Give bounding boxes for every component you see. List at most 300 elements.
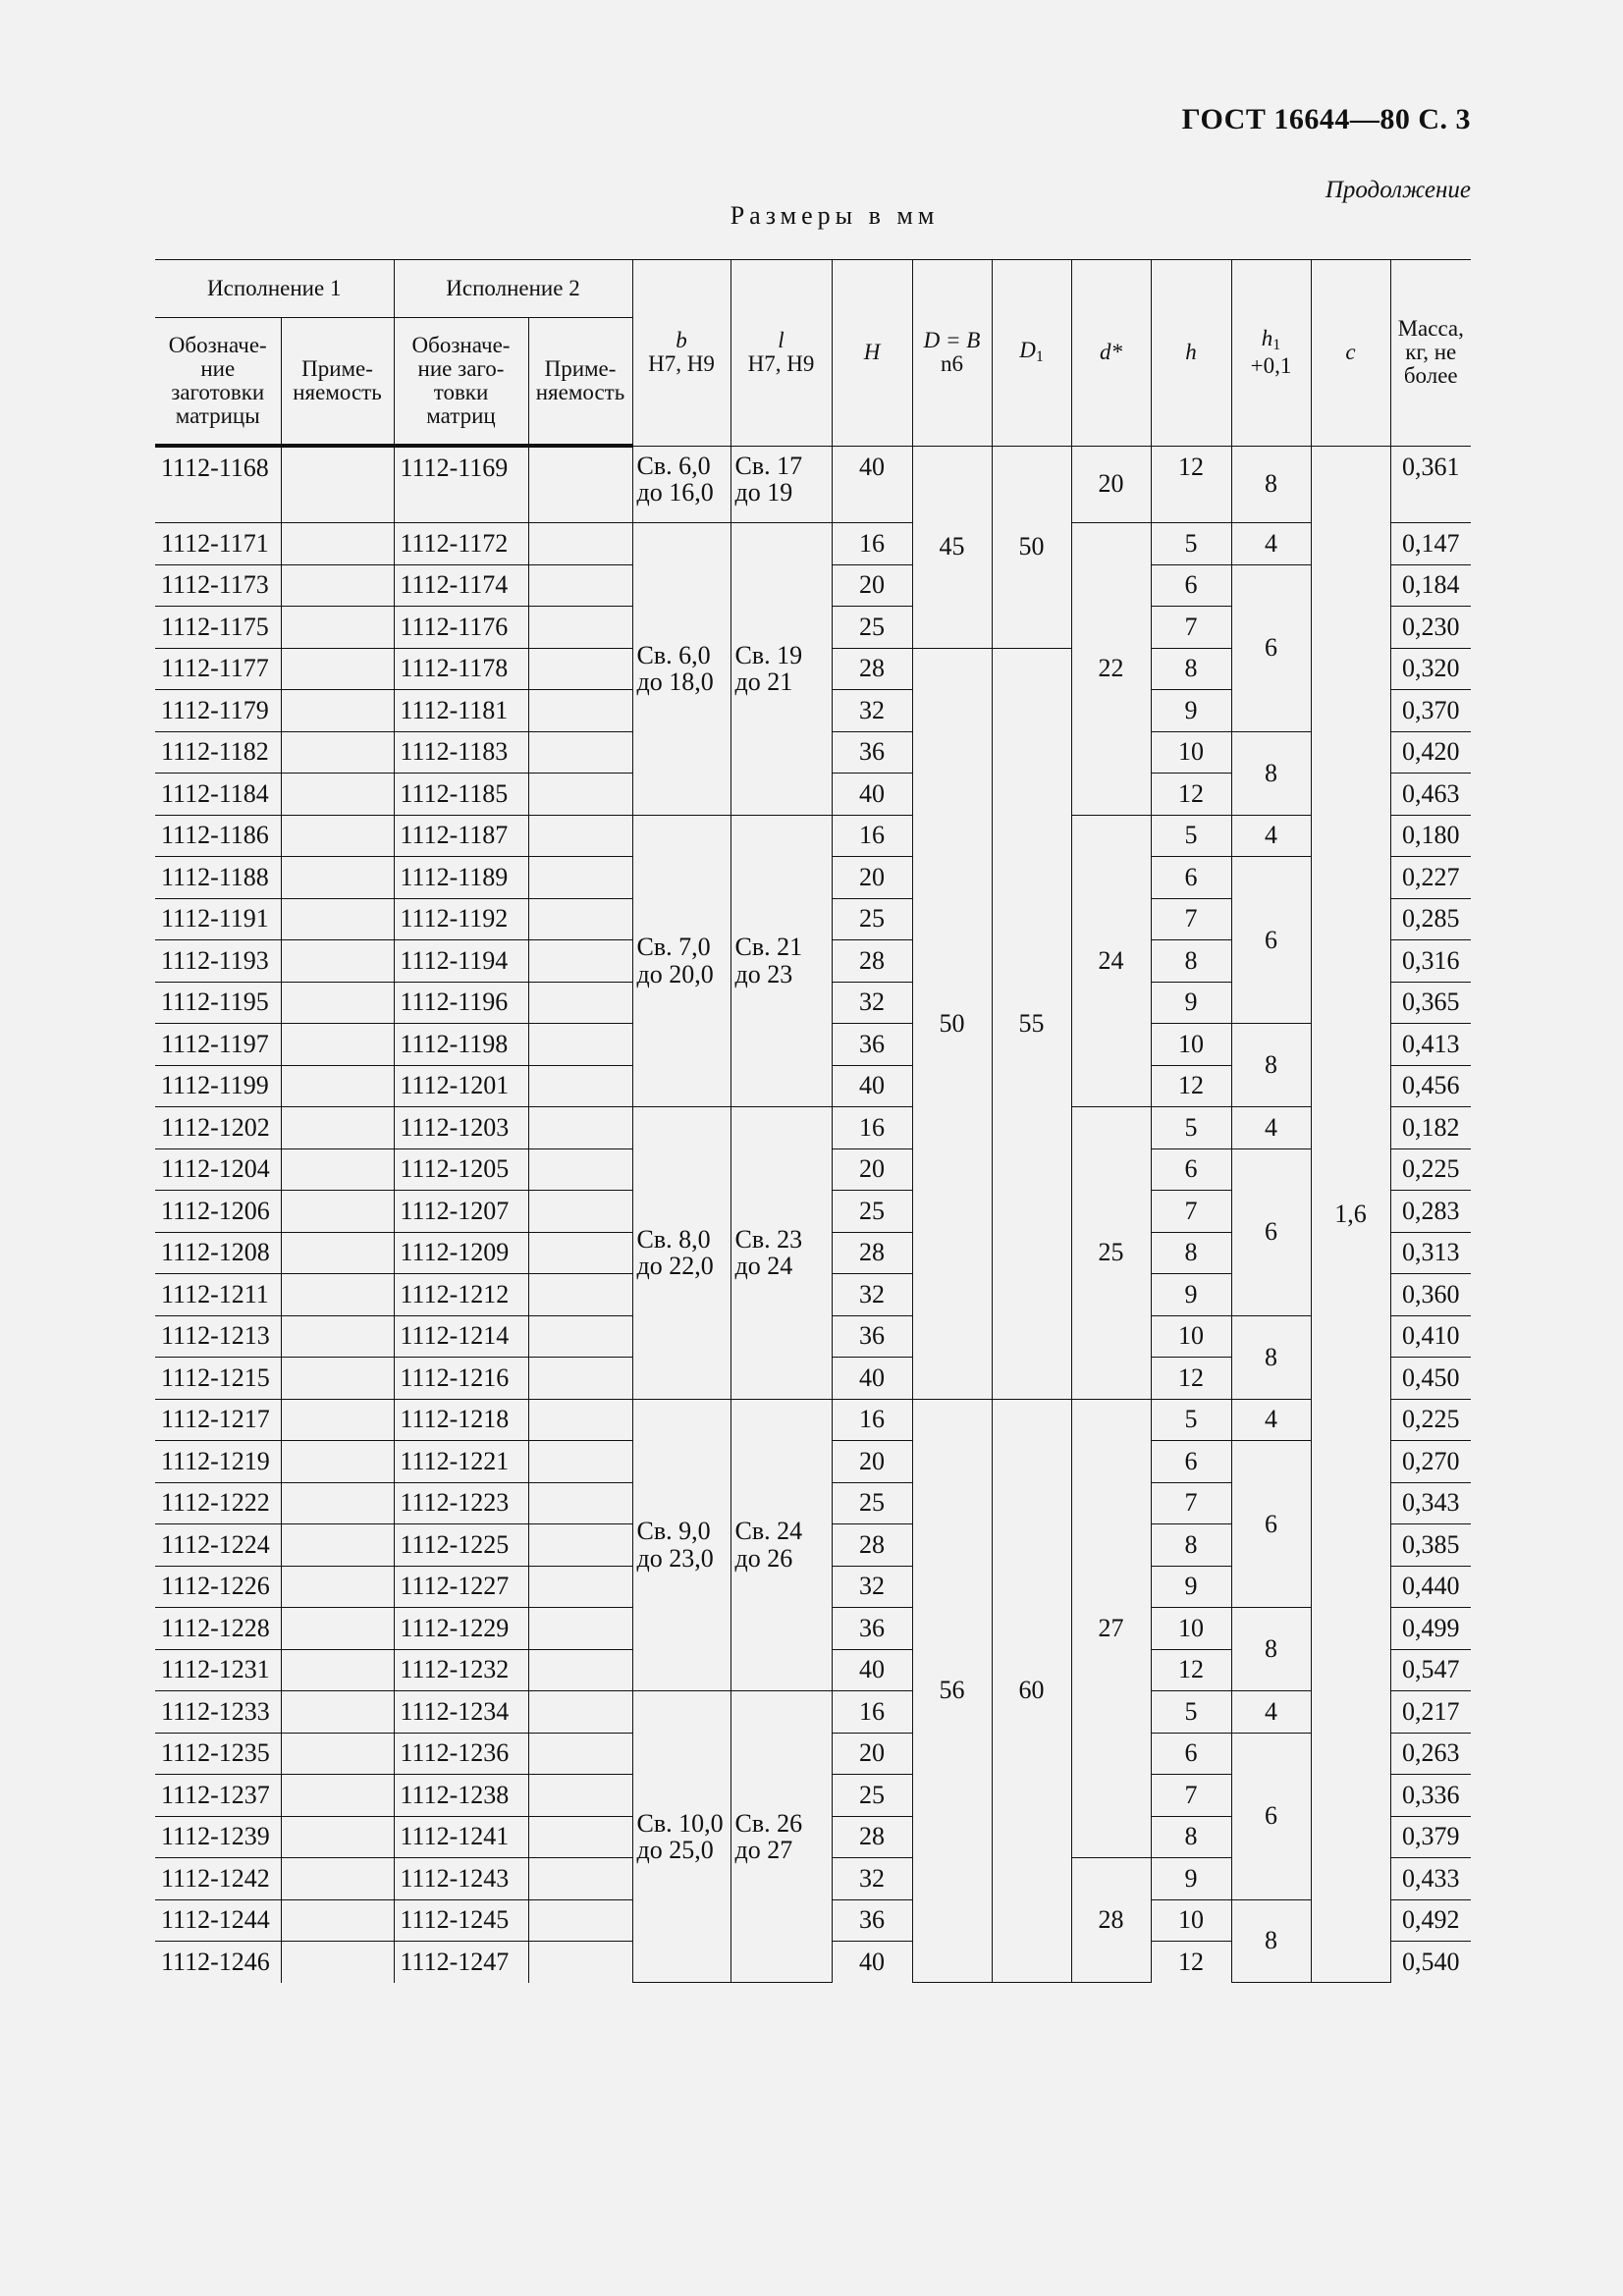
h-value: 7 xyxy=(1151,898,1231,940)
primenyaemost-2-cell xyxy=(528,857,632,899)
mass-value: 0,360 xyxy=(1390,1274,1471,1316)
b-range-from: Св. 9,0 xyxy=(636,1517,711,1546)
zagotovka-2-code: 1112-1238 xyxy=(394,1775,528,1817)
header-D1-subscript: 1 xyxy=(1035,348,1044,366)
b-range-from: Св. 6,0 xyxy=(636,640,711,669)
mass-value: 0,492 xyxy=(1390,1899,1471,1942)
H-value: 40 xyxy=(832,446,912,523)
b-range-to: до 16,0 xyxy=(636,477,714,507)
zagotovka-2-code: 1112-1185 xyxy=(394,774,528,816)
h-value: 7 xyxy=(1151,1482,1231,1524)
primenyaemost-1-cell xyxy=(281,1858,394,1900)
primenyaemost-1-cell xyxy=(281,1441,394,1483)
primenyaemost-1-cell xyxy=(281,1733,394,1775)
h1-value: 8 xyxy=(1231,1024,1311,1107)
primenyaemost-2-cell xyxy=(528,1315,632,1358)
zagotovka-2-code: 1112-1192 xyxy=(394,898,528,940)
primenyaemost-2-cell xyxy=(528,648,632,690)
table-row xyxy=(155,1107,1471,1149)
h1-value: 6 xyxy=(1231,1148,1311,1315)
continuation-label: Продолжение xyxy=(1325,177,1471,203)
d-value: 27 xyxy=(1071,1399,1151,1858)
primenyaemost-1-cell xyxy=(281,690,394,732)
zagotovka-2-code: 1112-1212 xyxy=(394,1274,528,1316)
zagotovka-1-code: 1112-1222 xyxy=(155,1482,281,1524)
h-value: 6 xyxy=(1151,564,1231,607)
zagotovka-2-code: 1112-1209 xyxy=(394,1232,528,1274)
H-value: 16 xyxy=(832,523,912,565)
primenyaemost-1-cell xyxy=(281,857,394,899)
primenyaemost-1-cell xyxy=(281,1191,394,1233)
H-value: 32 xyxy=(832,1858,912,1900)
b-range-to: до 22,0 xyxy=(636,1252,714,1281)
l-range-cell xyxy=(730,1691,832,1983)
header-DB-symbol: D = B xyxy=(923,328,981,353)
H-value: 25 xyxy=(832,607,912,649)
zagotovka-2-code: 1112-1243 xyxy=(394,1858,528,1900)
l-range-cell xyxy=(730,1399,832,1691)
primenyaemost-2-cell xyxy=(528,1691,632,1734)
primenyaemost-2-cell xyxy=(528,731,632,774)
H-value: 28 xyxy=(832,1816,912,1858)
h1-value: 8 xyxy=(1231,446,1311,523)
h-value: 10 xyxy=(1151,1024,1231,1066)
primenyaemost-2-cell xyxy=(528,523,632,565)
primenyaemost-2-cell xyxy=(528,607,632,649)
zagotovka-2-code: 1112-1218 xyxy=(394,1399,528,1441)
zagotovka-2-code: 1112-1232 xyxy=(394,1649,528,1691)
h1-value: 6 xyxy=(1231,1733,1311,1899)
zagotovka-2-code: 1112-1241 xyxy=(394,1816,528,1858)
table-row xyxy=(155,523,1471,565)
header-b-symbol: b xyxy=(676,328,687,353)
mass-value: 0,313 xyxy=(1390,1232,1471,1274)
h-value: 10 xyxy=(1151,1608,1231,1650)
zagotovka-1-code: 1112-1188 xyxy=(155,857,281,899)
zagotovka-1-code: 1112-1191 xyxy=(155,898,281,940)
h1-value: 4 xyxy=(1231,1691,1311,1734)
b-range-from: Св. 10,0 xyxy=(636,1808,724,1838)
b-range-to: до 23,0 xyxy=(636,1543,714,1573)
primenyaemost-1-cell xyxy=(281,1649,394,1691)
zagotovka-2-code: 1112-1169 xyxy=(394,446,528,523)
H-value: 36 xyxy=(832,1315,912,1358)
b-range-cell xyxy=(632,1399,730,1691)
h-value: 12 xyxy=(1151,774,1231,816)
primenyaemost-1-cell xyxy=(281,1691,394,1734)
primenyaemost-1-cell xyxy=(281,523,394,565)
zagotovka-2-code: 1112-1223 xyxy=(394,1482,528,1524)
b-range-to: до 20,0 xyxy=(636,959,714,988)
b-range-cell xyxy=(632,1691,730,1983)
header-b-tolerance: H7, H9 xyxy=(648,351,715,377)
d-value: 24 xyxy=(1071,815,1151,1107)
zagotovka-1-code: 1112-1177 xyxy=(155,648,281,690)
b-range-from: Св. 8,0 xyxy=(636,1224,711,1254)
primenyaemost-2-cell xyxy=(528,564,632,607)
l-range-to: до 27 xyxy=(734,1836,793,1864)
primenyaemost-2-cell xyxy=(528,1148,632,1191)
zagotovka-1-code: 1112-1237 xyxy=(155,1775,281,1817)
header-DB-tolerance: n6 xyxy=(941,351,963,377)
zagotovka-1-code: 1112-1215 xyxy=(155,1358,281,1400)
H-value: 25 xyxy=(832,1482,912,1524)
header-mass: Масса, кг, не более xyxy=(1390,260,1471,447)
primenyaemost-2-cell xyxy=(528,774,632,816)
zagotovka-1-code: 1112-1179 xyxy=(155,690,281,732)
D1-value: 60 xyxy=(992,1399,1071,1983)
header-oboznachenie-2: Обозначе- ние заго- товки матриц xyxy=(394,318,528,447)
zagotovka-1-code: 1112-1231 xyxy=(155,1649,281,1691)
primenyaemost-1-cell xyxy=(281,1024,394,1066)
H-value: 32 xyxy=(832,982,912,1024)
H-value: 36 xyxy=(832,731,912,774)
primenyaemost-1-cell xyxy=(281,1482,394,1524)
h-value: 8 xyxy=(1151,648,1231,690)
primenyaemost-1-cell xyxy=(281,898,394,940)
l-range-cell xyxy=(730,523,832,816)
header-h1 xyxy=(1231,260,1311,447)
zagotovka-1-code: 1112-1242 xyxy=(155,1858,281,1900)
h-value: 12 xyxy=(1151,1942,1231,1983)
h-value: 8 xyxy=(1151,940,1231,983)
l-range-cell xyxy=(730,446,832,523)
mass-value: 0,379 xyxy=(1390,1816,1471,1858)
zagotovka-1-code: 1112-1204 xyxy=(155,1148,281,1191)
l-range-to: до 21 xyxy=(734,667,793,697)
zagotovka-2-code: 1112-1176 xyxy=(394,607,528,649)
mass-value: 0,225 xyxy=(1390,1148,1471,1191)
zagotovka-2-code: 1112-1181 xyxy=(394,690,528,732)
h-value: 5 xyxy=(1151,1399,1231,1441)
H-value: 28 xyxy=(832,1524,912,1567)
H-value: 36 xyxy=(832,1608,912,1650)
mass-value: 0,217 xyxy=(1390,1691,1471,1734)
H-value: 20 xyxy=(832,564,912,607)
h1-value: 6 xyxy=(1231,564,1311,731)
H-value: 16 xyxy=(832,1107,912,1149)
h-value: 12 xyxy=(1151,1065,1231,1107)
table-row xyxy=(155,446,1471,523)
header-D1-symbol: D xyxy=(1019,338,1036,363)
zagotovka-1-code: 1112-1184 xyxy=(155,774,281,816)
primenyaemost-2-cell xyxy=(528,1649,632,1691)
D-B-value: 45 xyxy=(912,446,992,648)
table-row xyxy=(155,1399,1471,1441)
c-value: 1,6 xyxy=(1311,446,1390,1983)
primenyaemost-1-cell xyxy=(281,1775,394,1817)
header-ispolnenie-2: Исполнение 2 xyxy=(394,260,632,318)
h-value: 7 xyxy=(1151,1775,1231,1817)
zagotovka-1-code: 1112-1193 xyxy=(155,940,281,983)
zagotovka-2-code: 1112-1198 xyxy=(394,1024,528,1066)
mass-value: 0,285 xyxy=(1390,898,1471,940)
H-value: 25 xyxy=(832,898,912,940)
units-caption: Размеры в мм xyxy=(730,201,940,230)
H-value: 40 xyxy=(832,774,912,816)
mass-value: 0,320 xyxy=(1390,648,1471,690)
zagotovka-2-code: 1112-1247 xyxy=(394,1942,528,1983)
header-H: H xyxy=(832,260,912,447)
H-value: 40 xyxy=(832,1065,912,1107)
zagotovka-2-code: 1112-1203 xyxy=(394,1107,528,1149)
H-value: 36 xyxy=(832,1899,912,1942)
primenyaemost-1-cell xyxy=(281,1899,394,1942)
h-value: 9 xyxy=(1151,1274,1231,1316)
h-value: 6 xyxy=(1151,1148,1231,1191)
zagotovka-1-code: 1112-1219 xyxy=(155,1441,281,1483)
h-value: 5 xyxy=(1151,815,1231,857)
primenyaemost-2-cell xyxy=(528,1191,632,1233)
zagotovka-1-code: 1112-1235 xyxy=(155,1733,281,1775)
header-b xyxy=(632,260,730,447)
header-h1-tolerance: +0,1 xyxy=(1250,353,1292,379)
primenyaemost-2-cell xyxy=(528,690,632,732)
primenyaemost-2-cell xyxy=(528,1358,632,1400)
table-row xyxy=(155,815,1471,857)
h-value: 7 xyxy=(1151,1191,1231,1233)
zagotovka-1-code: 1112-1199 xyxy=(155,1065,281,1107)
primenyaemost-1-cell xyxy=(281,648,394,690)
zagotovka-1-code: 1112-1246 xyxy=(155,1942,281,1983)
primenyaemost-2-cell xyxy=(528,1232,632,1274)
mass-value: 0,410 xyxy=(1390,1315,1471,1358)
zagotovka-1-code: 1112-1175 xyxy=(155,607,281,649)
D-B-value: 56 xyxy=(912,1399,992,1983)
zagotovka-2-code: 1112-1225 xyxy=(394,1524,528,1567)
H-value: 36 xyxy=(832,1024,912,1066)
zagotovka-2-code: 1112-1214 xyxy=(394,1315,528,1358)
primenyaemost-2-cell xyxy=(528,1733,632,1775)
primenyaemost-1-cell xyxy=(281,1816,394,1858)
h1-value: 8 xyxy=(1231,731,1311,815)
h-value: 10 xyxy=(1151,1899,1231,1942)
zagotovka-1-code: 1112-1226 xyxy=(155,1566,281,1608)
primenyaemost-1-cell xyxy=(281,940,394,983)
b-range-to: до 18,0 xyxy=(636,667,714,697)
d-value: 22 xyxy=(1071,523,1151,816)
H-value: 28 xyxy=(832,648,912,690)
primenyaemost-2-cell xyxy=(528,1274,632,1316)
primenyaemost-1-cell xyxy=(281,731,394,774)
H-value: 20 xyxy=(832,1441,912,1483)
mass-value: 0,147 xyxy=(1390,523,1471,565)
primenyaemost-1-cell xyxy=(281,1566,394,1608)
mass-value: 0,440 xyxy=(1390,1566,1471,1608)
h-value: 9 xyxy=(1151,982,1231,1024)
primenyaemost-1-cell xyxy=(281,1107,394,1149)
mass-value: 0,227 xyxy=(1390,857,1471,899)
mass-value: 0,316 xyxy=(1390,940,1471,983)
primenyaemost-1-cell xyxy=(281,446,394,523)
D1-value: 55 xyxy=(992,648,1071,1399)
primenyaemost-2-cell xyxy=(528,1065,632,1107)
zagotovka-2-code: 1112-1201 xyxy=(394,1065,528,1107)
D1-value: 50 xyxy=(992,446,1071,648)
zagotovka-2-code: 1112-1205 xyxy=(394,1148,528,1191)
mass-value: 0,230 xyxy=(1390,607,1471,649)
primenyaemost-1-cell xyxy=(281,774,394,816)
H-value: 40 xyxy=(832,1358,912,1400)
header-D1 xyxy=(992,260,1071,447)
zagotovka-2-code: 1112-1174 xyxy=(394,564,528,607)
header-l-tolerance: H7, H9 xyxy=(747,351,815,377)
h-value: 6 xyxy=(1151,1733,1231,1775)
zagotovka-1-code: 1112-1213 xyxy=(155,1315,281,1358)
primenyaemost-2-cell xyxy=(528,815,632,857)
mass-value: 0,225 xyxy=(1390,1399,1471,1441)
primenyaemost-1-cell xyxy=(281,815,394,857)
b-range-cell xyxy=(632,815,730,1107)
b-range-to: до 25,0 xyxy=(636,1836,714,1864)
h-value: 5 xyxy=(1151,523,1231,565)
mass-value: 0,283 xyxy=(1390,1191,1471,1233)
zagotovka-2-code: 1112-1227 xyxy=(394,1566,528,1608)
mass-value: 0,270 xyxy=(1390,1441,1471,1483)
H-value: 28 xyxy=(832,940,912,983)
H-value: 32 xyxy=(832,1566,912,1608)
zagotovka-1-code: 1112-1206 xyxy=(155,1191,281,1233)
header-oboznachenie-1: Обозначе- ние заготовки матрицы xyxy=(155,318,281,447)
primenyaemost-1-cell xyxy=(281,1315,394,1358)
zagotovka-1-code: 1112-1186 xyxy=(155,815,281,857)
zagotovka-1-code: 1112-1168 xyxy=(155,446,281,523)
H-value: 25 xyxy=(832,1775,912,1817)
mass-value: 0,499 xyxy=(1390,1608,1471,1650)
zagotovka-1-code: 1112-1211 xyxy=(155,1274,281,1316)
zagotovka-1-code: 1112-1217 xyxy=(155,1399,281,1441)
b-range-cell xyxy=(632,446,730,523)
h-value: 10 xyxy=(1151,731,1231,774)
primenyaemost-2-cell xyxy=(528,1107,632,1149)
header-h: h xyxy=(1151,260,1231,447)
primenyaemost-2-cell xyxy=(528,1399,632,1441)
zagotovka-1-code: 1112-1233 xyxy=(155,1691,281,1734)
primenyaemost-2-cell xyxy=(528,1482,632,1524)
H-value: 32 xyxy=(832,690,912,732)
zagotovka-1-code: 1112-1228 xyxy=(155,1608,281,1650)
mass-value: 0,540 xyxy=(1390,1942,1471,1983)
page-header: ГОСТ 16644—80 С. 3 xyxy=(1181,103,1471,135)
primenyaemost-2-cell xyxy=(528,898,632,940)
header-l-symbol: l xyxy=(778,328,784,353)
primenyaemost-2-cell xyxy=(528,1942,632,1983)
H-value: 16 xyxy=(832,1691,912,1734)
primenyaemost-2-cell xyxy=(528,446,632,523)
h1-value: 4 xyxy=(1231,523,1311,565)
header-l xyxy=(730,260,832,447)
h1-value: 6 xyxy=(1231,1441,1311,1608)
zagotovka-2-code: 1112-1207 xyxy=(394,1191,528,1233)
table-row xyxy=(155,1691,1471,1734)
zagotovka-1-code: 1112-1239 xyxy=(155,1816,281,1858)
primenyaemost-2-cell xyxy=(528,1024,632,1066)
primenyaemost-2-cell xyxy=(528,1441,632,1483)
l-range-from: Св. 26 xyxy=(734,1808,803,1838)
mass-value: 0,182 xyxy=(1390,1107,1471,1149)
zagotovka-2-code: 1112-1178 xyxy=(394,648,528,690)
zagotovka-1-code: 1112-1195 xyxy=(155,982,281,1024)
primenyaemost-2-cell xyxy=(528,1524,632,1567)
primenyaemost-2-cell xyxy=(528,1775,632,1817)
primenyaemost-1-cell xyxy=(281,1274,394,1316)
h1-value: 4 xyxy=(1231,815,1311,857)
header-primenyaemost-1: Приме- няемость xyxy=(281,318,394,447)
primenyaemost-2-cell xyxy=(528,1608,632,1650)
l-range-from: Св. 19 xyxy=(734,640,803,669)
mass-value: 0,547 xyxy=(1390,1649,1471,1691)
mass-value: 0,365 xyxy=(1390,982,1471,1024)
zagotovka-2-code: 1112-1216 xyxy=(394,1358,528,1400)
h1-value: 4 xyxy=(1231,1399,1311,1441)
h-value: 9 xyxy=(1151,1858,1231,1900)
mass-value: 0,450 xyxy=(1390,1358,1471,1400)
primenyaemost-1-cell xyxy=(281,1524,394,1567)
mass-value: 0,456 xyxy=(1390,1065,1471,1107)
mass-value: 0,413 xyxy=(1390,1024,1471,1066)
primenyaemost-1-cell xyxy=(281,607,394,649)
h-value: 9 xyxy=(1151,1566,1231,1608)
D-B-value: 50 xyxy=(912,648,992,1399)
mass-value: 0,180 xyxy=(1390,815,1471,857)
primenyaemost-1-cell xyxy=(281,1942,394,1983)
primenyaemost-1-cell xyxy=(281,1065,394,1107)
h1-value: 8 xyxy=(1231,1899,1311,1983)
b-range-cell xyxy=(632,1107,730,1400)
h-value: 10 xyxy=(1151,1315,1231,1358)
l-range-to: до 19 xyxy=(734,477,793,507)
primenyaemost-2-cell xyxy=(528,1566,632,1608)
h-value: 9 xyxy=(1151,690,1231,732)
zagotovka-2-code: 1112-1187 xyxy=(394,815,528,857)
l-range-cell xyxy=(730,815,832,1107)
zagotovka-2-code: 1112-1189 xyxy=(394,857,528,899)
primenyaemost-1-cell xyxy=(281,1358,394,1400)
h-value: 6 xyxy=(1151,1441,1231,1483)
h-value: 8 xyxy=(1151,1524,1231,1567)
H-value: 20 xyxy=(832,1148,912,1191)
mass-value: 0,370 xyxy=(1390,690,1471,732)
zagotovka-1-code: 1112-1171 xyxy=(155,523,281,565)
header-h1-symbol: h xyxy=(1261,326,1273,351)
zagotovka-1-code: 1112-1197 xyxy=(155,1024,281,1066)
zagotovka-2-code: 1112-1236 xyxy=(394,1733,528,1775)
h-value: 5 xyxy=(1151,1691,1231,1734)
H-value: 32 xyxy=(832,1274,912,1316)
primenyaemost-1-cell xyxy=(281,1232,394,1274)
primenyaemost-1-cell xyxy=(281,564,394,607)
mass-value: 0,420 xyxy=(1390,731,1471,774)
primenyaemost-2-cell xyxy=(528,982,632,1024)
b-range-cell xyxy=(632,523,730,816)
b-range-from: Св. 6,0 xyxy=(636,451,711,480)
mass-value: 0,361 xyxy=(1390,446,1471,523)
H-value: 40 xyxy=(832,1942,912,1983)
l-range-to: до 23 xyxy=(734,959,793,988)
zagotovka-2-code: 1112-1234 xyxy=(394,1691,528,1734)
header-primenyaemost-2: Приме- няемость xyxy=(528,318,632,447)
primenyaemost-2-cell xyxy=(528,1858,632,1900)
b-range-from: Св. 7,0 xyxy=(636,933,711,962)
header-D-B xyxy=(912,260,992,447)
h1-value: 6 xyxy=(1231,857,1311,1024)
l-range-from: Св. 23 xyxy=(734,1224,803,1254)
h-value: 8 xyxy=(1151,1232,1231,1274)
h-value: 12 xyxy=(1151,446,1231,523)
l-range-from: Св. 21 xyxy=(734,933,803,962)
zagotovka-1-code: 1112-1202 xyxy=(155,1107,281,1149)
zagotovka-2-code: 1112-1229 xyxy=(394,1608,528,1650)
